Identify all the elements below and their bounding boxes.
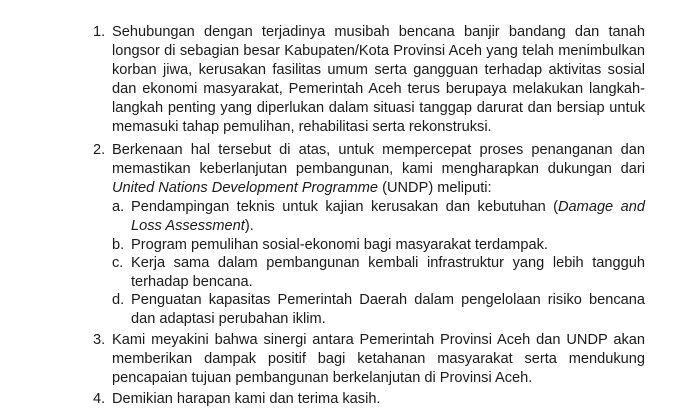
item-text: Kami meyakini bahwa sinergi antara Pemerintah Provinsi Aceh dan UNDP akan memberikan dampak positif bagi ketahanan masyarakat serta mendukung pencapaian tujuan pembangunan berkelanjutan di Provinsi Aceh. xyxy=(112,332,645,386)
item-number: 1. xyxy=(93,24,106,40)
sub-item-letter: c. xyxy=(112,255,124,271)
item-text: Demikian harapan kami dan terima kasih. xyxy=(112,391,381,407)
sub-item-text: Kerja sama dalam pembangunan kembali infrastruktur yang lebih tangguh terhadap bencana. xyxy=(131,255,645,290)
item-text: Sehubungan dengan terjadinya musibah bencana banjir bandang dan tanah longsor di sebagian besar Kabupaten/Kota Provinsi Aceh yang telah menimbulkan korban jiwa, kerusakan fasilitas umum serta gangguan terhadap aktivitas sosial dan ekonomi masyarakat, Pemerintah Aceh terus berupaya melakukan langkah-langkah penting yang diperlukan dalam situasi tanggap darurat dan bersiap untuk memasuki tahap pemulihan, rehabilitasi serta rekonstruksi. xyxy=(112,24,645,135)
sub-item-c xyxy=(112,254,645,292)
sub-item-b xyxy=(112,236,645,255)
sub-text-part: Pendampingan teknis untuk kajian kerusakan dan kebutuhan ( xyxy=(131,199,559,215)
sub-item-letter: d. xyxy=(112,292,125,308)
sub-item-a xyxy=(112,198,645,236)
item-number: 4. xyxy=(93,391,106,407)
sub-item-d xyxy=(112,291,645,329)
item-text xyxy=(112,141,645,198)
item-number: 2. xyxy=(93,142,106,158)
sub-item-text xyxy=(131,198,645,236)
item-text-part: (UNDP) meliputi: xyxy=(378,180,492,196)
item-number: 3. xyxy=(93,332,106,348)
sub-item-letter: a. xyxy=(112,199,125,215)
item-text-part: Berkenaan hal tersebut di atas, untuk mempercepat proses penanganan dan memastikan keberlanjutan pembangunan, kami mengharapkan dukungan dari xyxy=(112,142,645,177)
item-text-italic: United Nations Development Programme xyxy=(112,180,379,196)
sub-item-text: Program pemulihan sosial-ekonomi bagi masyarakat terdampak. xyxy=(131,237,548,253)
list-item-3 xyxy=(93,331,645,388)
sub-item-letter: b. xyxy=(112,237,125,253)
sub-item-text: Penguatan kapasitas Pemerintah Daerah dalam pengelolaan risiko bencana dan adaptasi perubahan iklim. xyxy=(131,292,645,327)
list-item-1 xyxy=(93,23,645,137)
list-item-2 xyxy=(93,141,645,198)
sub-text-part: ). xyxy=(244,218,254,234)
sub-text-italic: Damage and Loss Assessment xyxy=(131,199,645,234)
